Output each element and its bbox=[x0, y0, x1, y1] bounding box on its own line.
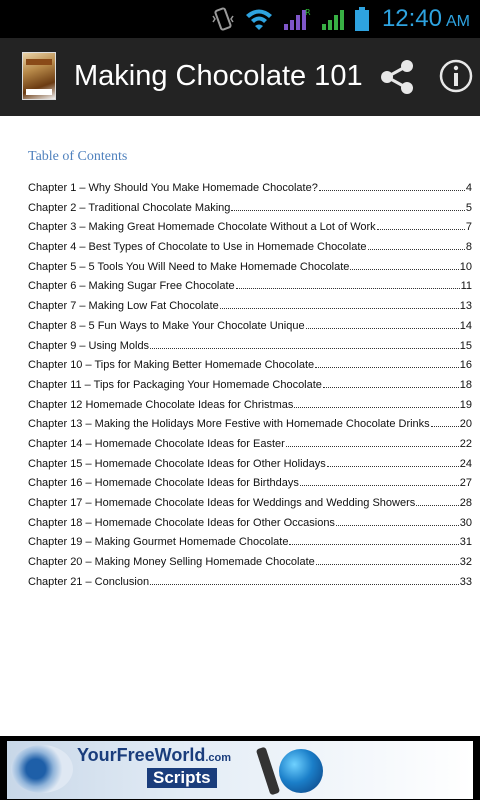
toc-entry-leader bbox=[286, 439, 459, 447]
toc-entry-leader bbox=[368, 242, 465, 250]
share-button[interactable] bbox=[378, 58, 416, 96]
toc-entry-title: Chapter 10 – Tips for Making Better Homemade Chocolate bbox=[28, 359, 315, 372]
toc-entry-page: 11 bbox=[460, 280, 472, 293]
toc-entry-title: Chapter 4 – Best Types of Chocolate to Use in Homemade Chocolate bbox=[28, 241, 367, 254]
toc-entry-title: Chapter 3 – Making Great Homemade Chocolate Without a Lot of Work bbox=[28, 221, 376, 234]
toc-entry-page: 28 bbox=[459, 497, 472, 509]
toc-entry-leader bbox=[289, 537, 458, 545]
signal-icon bbox=[320, 6, 346, 32]
ad-brand-suffix: .com bbox=[205, 752, 232, 764]
toc-entry-title: Chapter 14 – Homemade Chocolate Ideas for Easter bbox=[28, 437, 285, 450]
toc-entry-title: Chapter 9 – Using Molds bbox=[28, 339, 150, 352]
toc-entry-page: 10 bbox=[459, 260, 472, 273]
toc-entry-page: 15 bbox=[459, 339, 472, 352]
toc-entry-title: Chapter 1 – Why Should You Make Homemade Chocolate? bbox=[28, 182, 318, 194]
info-icon bbox=[438, 58, 474, 94]
pen-image bbox=[256, 747, 280, 796]
toc-entry[interactable] bbox=[28, 379, 472, 399]
eye-image bbox=[11, 745, 73, 793]
toc-entry-title: Chapter 20 – Making Money Selling Homemade Chocolate bbox=[28, 556, 315, 569]
status-icons bbox=[202, 4, 470, 34]
toc-entry-page: 31 bbox=[459, 536, 472, 549]
toc-list bbox=[28, 182, 472, 595]
toc-entry-page: 20 bbox=[459, 418, 472, 431]
vibrate-icon bbox=[210, 6, 236, 32]
toc-entry-title: Chapter 7 – Making Low Fat Chocolate bbox=[28, 300, 219, 313]
toc-entry-leader bbox=[220, 301, 459, 309]
toc-entry-leader bbox=[377, 222, 465, 230]
toc-entry[interactable] bbox=[28, 576, 472, 596]
toc-entry-page: 18 bbox=[459, 378, 472, 391]
toc-entry[interactable] bbox=[28, 202, 472, 222]
toc-entry-page: 13 bbox=[459, 300, 472, 313]
toc-entry-leader bbox=[416, 498, 458, 506]
toc-entry[interactable] bbox=[28, 280, 472, 300]
toc-entry-leader bbox=[431, 419, 459, 427]
toc-entry-leader bbox=[316, 557, 459, 565]
toc-entry[interactable] bbox=[28, 261, 472, 281]
toc-entry-title: Chapter 19 – Making Gourmet Homemade Chocolate bbox=[28, 536, 289, 549]
toc-entry-leader bbox=[315, 360, 459, 368]
toc-entry-title: Chapter 15 – Homemade Chocolate Ideas for Other Holidays bbox=[28, 457, 326, 470]
toc-entry-page: 30 bbox=[459, 516, 472, 529]
ad-subtitle: Scripts bbox=[147, 768, 217, 788]
toc-entry-page: 19 bbox=[459, 398, 472, 411]
toc-entry-leader bbox=[350, 262, 458, 270]
toc-entry[interactable] bbox=[28, 517, 472, 537]
toc-entry-leader bbox=[294, 400, 458, 408]
toc-entry-leader bbox=[327, 459, 459, 467]
toc-entry-leader bbox=[231, 203, 464, 211]
toc-entry-page: 8 bbox=[465, 241, 472, 254]
toc-entry-leader bbox=[336, 518, 459, 526]
toc-entry[interactable] bbox=[28, 241, 472, 261]
toc-entry-title: Chapter 18 – Homemade Chocolate Ideas for Other Occasions bbox=[28, 516, 335, 529]
toc-entry-title: Chapter 12 Homemade Chocolate Ideas for Christmas bbox=[28, 398, 294, 411]
ad-banner[interactable] bbox=[7, 741, 473, 799]
toc-entry-page: 32 bbox=[459, 556, 472, 569]
toc-entry-title: Chapter 5 – 5 Tools You Will Need to Make Homemade Chocolate bbox=[28, 260, 350, 273]
toc-entry[interactable] bbox=[28, 300, 472, 320]
app-title: Making Chocolate 101 bbox=[74, 60, 363, 92]
toc-entry-page: 33 bbox=[459, 575, 472, 588]
app-book-icon[interactable] bbox=[22, 52, 56, 100]
share-icon bbox=[378, 58, 416, 96]
toc-entry-page: 7 bbox=[465, 221, 472, 234]
toc-entry-title: Chapter 17 – Homemade Chocolate Ideas for Weddings and Wedding Showers bbox=[28, 497, 416, 509]
battery-icon bbox=[354, 6, 370, 32]
toc-entry-leader bbox=[306, 321, 459, 329]
toc-entry-title: Chapter 11 – Tips for Packaging Your Homemade Chocolate bbox=[28, 378, 322, 391]
action-bar bbox=[0, 38, 480, 116]
ad-area bbox=[0, 736, 480, 800]
toc-entry-page: 22 bbox=[459, 437, 472, 450]
clock bbox=[382, 5, 470, 33]
toc-entry-title: Chapter 16 – Homemade Chocolate Ideas for Birthdays bbox=[28, 477, 299, 490]
toc-entry[interactable] bbox=[28, 497, 472, 517]
toc-entry-leader bbox=[323, 380, 459, 388]
toc-entry[interactable] bbox=[28, 340, 472, 360]
toc-entry-title: Chapter 2 – Traditional Chocolate Making bbox=[28, 201, 231, 214]
toc-entry[interactable] bbox=[28, 182, 472, 202]
toc-entry-title: Chapter 13 – Making the Holidays More Festive with Homemade Chocolate Drinks bbox=[28, 418, 430, 431]
svg-text:R: R bbox=[304, 8, 311, 17]
toc-heading: Table of Contents bbox=[28, 149, 128, 164]
toc-entry[interactable] bbox=[28, 221, 472, 241]
toc-entry[interactable] bbox=[28, 458, 472, 478]
clock-time: 12:40 bbox=[381, 5, 442, 32]
toc-entry-page: 5 bbox=[465, 201, 472, 214]
toc-entry-title: Chapter 6 – Making Sugar Free Chocolate bbox=[28, 280, 235, 293]
toc-entry-title: Chapter 21 – Conclusion bbox=[28, 575, 150, 588]
toc-entry[interactable] bbox=[28, 399, 472, 419]
toc-entry-page: 16 bbox=[459, 359, 472, 372]
toc-entry-leader bbox=[150, 341, 459, 349]
clock-ampm: AM bbox=[446, 13, 470, 30]
toc-entry-page: 27 bbox=[459, 477, 472, 490]
toc-entry-leader bbox=[236, 281, 460, 289]
wifi-icon bbox=[244, 6, 274, 32]
document-view[interactable] bbox=[0, 116, 480, 736]
toc-entry-leader bbox=[150, 577, 459, 585]
toc-entry-title: Chapter 8 – 5 Fun Ways to Make Your Chocolate Unique bbox=[28, 319, 305, 332]
signal-roaming-icon bbox=[282, 6, 312, 32]
info-button[interactable] bbox=[438, 58, 474, 94]
status-bar bbox=[0, 0, 480, 38]
globe-image bbox=[279, 749, 323, 793]
toc-entry[interactable] bbox=[28, 438, 472, 458]
toc-entry[interactable] bbox=[28, 418, 472, 438]
toc-entry[interactable] bbox=[28, 359, 472, 379]
toc-entry-page: 4 bbox=[465, 182, 472, 194]
toc-entry[interactable] bbox=[28, 477, 472, 497]
toc-entry-leader bbox=[319, 183, 465, 191]
toc-entry-page: 24 bbox=[459, 457, 472, 470]
ad-brand-name: YourFreeWorld bbox=[77, 745, 206, 765]
toc-entry[interactable] bbox=[28, 556, 472, 576]
toc-entry-page: 14 bbox=[459, 319, 472, 332]
toc-entry[interactable] bbox=[28, 536, 472, 556]
toc-entry-leader bbox=[300, 478, 459, 486]
toc-entry[interactable] bbox=[28, 320, 472, 340]
ad-brand bbox=[77, 745, 231, 766]
